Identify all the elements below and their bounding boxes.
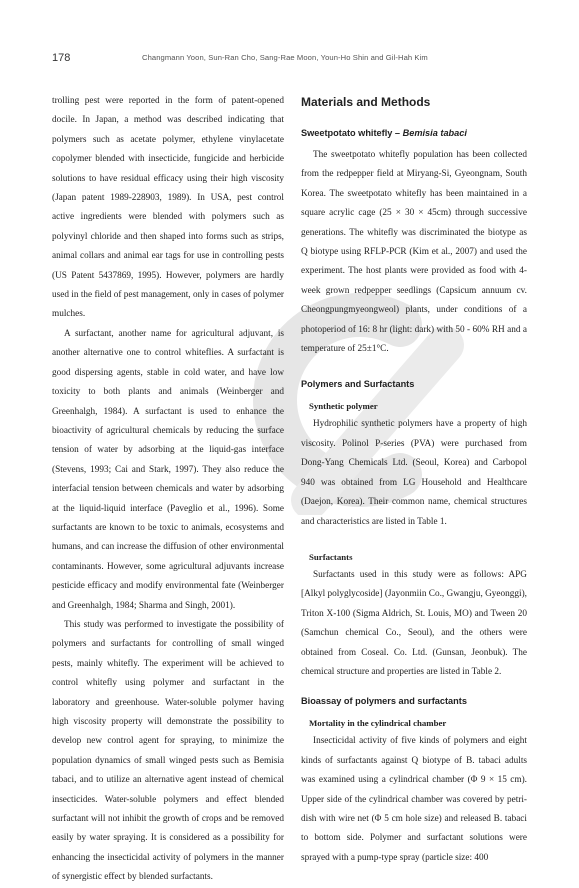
page-number: 178 — [52, 52, 71, 64]
right-column — [301, 94, 527, 868]
body-paragraph: Insecticidal activity of five kinds of polymers and eight kinds of surfactants against Q biotype of B. tabaci adults was examined using a cylindrical chamber (Φ 9 × 15 cm). Upper side of the cylindrical chamber was covered by petri-dish with wire net (Φ 5 cm hole size) and released B. tabaci to bottom side. Polymer and surfactant solutions were sprayed with a pump-type spray (particle size: 400 — [301, 736, 527, 863]
left-column — [52, 92, 284, 888]
body-paragraph: This study was performed to investigate the possibility of polymers and surfactants for controlling of small winged pests, mainly whitefly. The experiment will be achieved to control whitefly using polymer and surfactant in the laboratory and greenhouse. Water-soluble polymer having high viscosity property will demonstrate the possibility to develop new control agent for spraying, to minimize the population dynamics of small winged pests such as Bemisia tabaci, and to utilize an alternative agent instead of chemical insecticides. Water-soluble polymers and effect blended surfactant will not inhibit the growth of crops and be removed easily by water spraying. It is considered as a possibility for enhancing the insecticidal activity of polymers in the manner of synergistic effect by blended surfactants. — [52, 619, 284, 883]
section-title: Materials and Methods — [301, 95, 431, 109]
subsection-heading-bioassay: Bioassay of polymers and surfactants — [301, 696, 467, 707]
running-header-authors: Changmann Yoon, Sun-Ran Cho, Sang-Rae Moon, Youn-Ho Shin and Gil-Hah Kim — [142, 53, 428, 62]
body-paragraph: A surfactant, another name for agricultural adjuvant, is another alternative one to control whiteflies. A surfactant is good dispersing agents, stable in cold water, and have low toxicity to both plants and animals (Weinberger and Greenhalgh, 1984). A surfactant is used to enhance the bioactivity of agricultural chemicals by reducing the surface tension of water by adsorbing at the liquid-gas interface (Stevens, 1993; Cai and Stark, 1997). They also reduce the interfacial tension between chemicals and water by adsorbing at the liquid-liquid interface (Paveglio et al., 1996). Some surfactants are known to be toxic to animals, ecosystems and humans, and can increase the diffusion of other environmental contaminants. However, some agricultural adjuvants increase pesticide efficacy and modify environmental fate (Weinberger and Greenhalgh, 1984; Sharma and Singh, 2001). — [52, 328, 284, 611]
heading-text: Sweetpotato whitefly – — [301, 128, 403, 138]
page-header — [52, 52, 527, 68]
subsubsection-heading-surfactants: Surfactants — [309, 551, 353, 562]
body-paragraph: Surfactants used in this study were as follows: APG [Alkyl polyglycoside] (Jayonmiin Co., Gwangju, Gyeonggi), Triton X-100 (Sigma Aldrich, St. Louis, MO) and Tween 20 (Samchun chemical Co., Seoul), and the others were obtained from Coseal. Co. Ltd. (Gunsan, Jeonbuk). The chemical structure and properties are listed in Table 2. — [301, 569, 527, 677]
subsection-heading-polymers: Polymers and Surfactants — [301, 379, 415, 390]
heading-species: Bemisia tabaci — [402, 128, 467, 138]
subsubsection-heading-mortality: Mortality in the cylindrical chamber — [309, 718, 447, 729]
body-paragraph: trolling pest were reported in the form of patent-opened docile. In Japan, a method was described indicating that polymers such as acetate polymer, ethylene vinylacetate copolymer blended with insecticide, fungicide and herbicide solutions to have residual efficacy using their high viscosity (Japan patent 1989-228903, 1989). In USA, pest control active ingredients were blended with polymers such as polyvinyl chloride and then shaped into forms such as strips, animal collars and animal ear tags for use in controlling pests (US Patent 5437869, 1995). However, polymers are hardly used in the field of pest management, only in cases of polymer mulches. — [52, 96, 284, 320]
subsection-heading-whitefly — [301, 124, 527, 142]
body-paragraph: The sweetpotato whitefly population has been collected from the redpepper field at Miryang-Si, Gyeongnam, South Korea. The sweetpotato whitefly has been maintained in a square acrylic cage (25 × 30 × 45cm) through successive generations. The whitefly was discriminated the biotype as Q biotype using RFLP-PCR (Kim et al., 2007) and used the experiment. The host plants were provided as food with 4-week grown redpepper seedlings (Capsicum annuum cv. Cheongpungmyeongweol) plants, under conditions of a photoperiod of 16: 8 hr (light: dark) with 50 - 60% RH and a temperature of 25±1°C. — [301, 150, 527, 355]
subsubsection-heading-synthetic: Synthetic polymer — [309, 401, 378, 412]
body-paragraph: Hydrophilic synthetic polymers have a property of high viscosity. Polinol P-series (PVA) were purchased from Dong-Yang Chemicals Ltd. (Seoul, Korea) and Carbopol 940 was obtained from LG Household and Healthcare (Daejon, Korea). Their common name, chemical structures and characteristics are listed in Table 1. — [301, 419, 527, 527]
